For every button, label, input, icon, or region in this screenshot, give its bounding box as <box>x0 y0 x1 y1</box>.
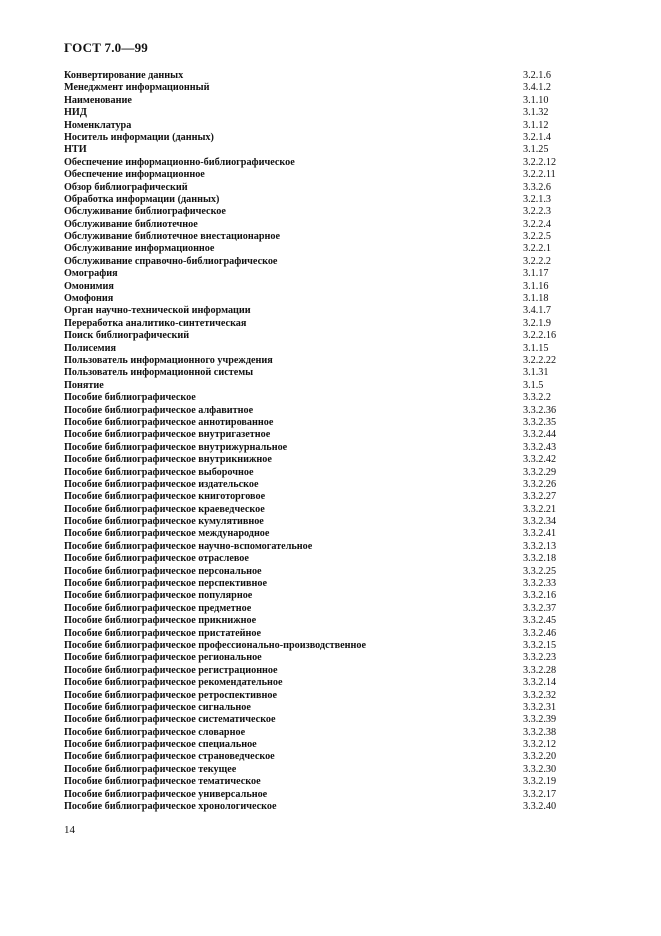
index-entry <box>64 392 564 404</box>
index-term: Полисемия <box>64 342 116 354</box>
index-term: Пособие библиографическое <box>64 392 196 404</box>
index-term: Пособие библиографическое внутрикнижное <box>64 454 272 466</box>
index-term: Обслуживание библиографическое <box>64 206 226 218</box>
index-section-ref: 3.2.2.3 <box>523 206 552 218</box>
index-entry <box>64 640 564 652</box>
index-section-ref: 3.3.2.36 <box>523 404 557 416</box>
index-section-ref: 3.3.2.2 <box>523 392 552 404</box>
index-entry <box>64 665 564 677</box>
index-section-ref: 3.2.2.4 <box>523 218 552 230</box>
index-section-ref: 3.1.5 <box>523 379 544 391</box>
index-section-ref: 3.2.1.3 <box>523 193 552 205</box>
index-term: Пособие библиографическое персональное <box>64 565 262 577</box>
index-term: Пособие библиографическое перспективное <box>64 578 267 590</box>
index-term: Пособие библиографическое отраслевое <box>64 553 249 565</box>
index-term: Переработка аналитико-синтетическая <box>64 317 247 329</box>
index-section-ref: 3.3.2.6 <box>523 181 552 193</box>
index-term: Обслуживание библиотечное <box>64 218 198 230</box>
index-entry <box>64 70 564 82</box>
index-entry <box>64 157 564 169</box>
index-entry <box>64 194 564 206</box>
index-term: Пользователь информационного учреждения <box>64 354 273 366</box>
index-term: Номенклатура <box>64 119 132 131</box>
index-section-ref: 3.2.1.6 <box>523 70 552 81</box>
index-term: Менеджмент информационный <box>64 82 210 94</box>
index-entry <box>64 305 564 317</box>
index-term: Омография <box>64 268 118 280</box>
index-term: Пособие библиографическое алфавитное <box>64 404 254 416</box>
index-term: Пособие библиографическое текущее <box>64 763 237 775</box>
index-entry <box>64 330 564 342</box>
index-section-ref: 3.3.2.23 <box>523 652 557 664</box>
index-entry <box>64 182 564 194</box>
index-section-ref: 3.2.1.4 <box>523 131 552 143</box>
index-entry <box>64 206 564 218</box>
index-term: Пособие библиографическое сигнальное <box>64 701 251 713</box>
index-entry <box>64 578 564 590</box>
index-entry <box>64 442 564 454</box>
index-section-ref: 3.2.2.12 <box>523 156 557 168</box>
index-entry <box>64 566 564 578</box>
index-entry <box>64 231 564 243</box>
index-entry <box>64 690 564 702</box>
index-term: Наименование <box>64 94 132 106</box>
index-entry <box>64 293 564 305</box>
index-section-ref: 3.3.2.18 <box>523 553 557 565</box>
index-entry <box>64 751 564 763</box>
index-section-ref: 3.3.2.15 <box>523 639 557 651</box>
index-term: Пособие библиографическое профессионально-производственное <box>64 639 366 651</box>
index-section-ref: 3.3.2.26 <box>523 478 557 490</box>
index-entry <box>64 144 564 156</box>
index-term: Пособие библиографическое кумулятивное <box>64 516 264 528</box>
index-section-ref: 3.3.2.40 <box>523 801 557 813</box>
index-section-ref: 3.3.2.14 <box>523 677 557 689</box>
index-section-ref: 3.2.2.1 <box>523 243 552 255</box>
index-section-ref: 3.3.2.29 <box>523 466 557 478</box>
index-entry <box>64 628 564 640</box>
index-entry <box>64 243 564 255</box>
index-entry <box>64 256 564 268</box>
index-entry <box>64 801 564 813</box>
index-entry <box>64 318 564 330</box>
index-term: Пособие библиографическое пристатейное <box>64 627 262 639</box>
index-term: Обработка информации (данных) <box>64 193 220 205</box>
index-section-ref: 3.3.2.32 <box>523 689 557 701</box>
index-entry <box>64 429 564 441</box>
index-term: Обслуживание справочно-библиографическое <box>64 255 278 267</box>
index-section-ref: 3.3.2.38 <box>523 726 557 738</box>
index-entry <box>64 479 564 491</box>
index-term: Пособие библиографическое выборочное <box>64 466 254 478</box>
index-section-ref: 3.3.2.17 <box>523 788 557 800</box>
index-entry <box>64 615 564 627</box>
index-section-ref: 3.3.2.33 <box>523 578 557 590</box>
index-term: Пособие библиографическое внутрижурнальное <box>64 441 288 453</box>
index-section-ref: 3.3.2.44 <box>523 429 557 441</box>
index-section-ref: 3.4.1.2 <box>523 82 552 94</box>
index-section-ref: 3.3.2.39 <box>523 714 557 726</box>
index-section-ref: 3.3.2.27 <box>523 491 557 503</box>
index-term: Омофония <box>64 293 114 305</box>
index-section-ref: 3.3.2.45 <box>523 615 557 627</box>
index-entry <box>64 590 564 602</box>
index-section-ref: 3.3.2.21 <box>523 503 557 515</box>
index-section-ref: 3.3.2.28 <box>523 664 557 676</box>
index-section-ref: 3.3.2.16 <box>523 590 557 602</box>
index-term: Пособие библиографическое хронологическое <box>64 801 277 813</box>
term-index-list <box>64 70 564 813</box>
index-entry <box>64 789 564 801</box>
index-term: Пособие библиографическое словарное <box>64 726 246 738</box>
index-term: Обзор библиографический <box>64 181 188 193</box>
index-term: НИД <box>64 107 87 119</box>
index-entry <box>64 281 564 293</box>
index-term: Пособие библиографическое тематическое <box>64 776 261 788</box>
index-section-ref: 3.3.2.30 <box>523 763 557 775</box>
index-section-ref: 3.3.2.43 <box>523 441 557 453</box>
index-term: Орган научно-технической информации <box>64 305 251 317</box>
index-section-ref: 3.2.2.22 <box>523 354 557 366</box>
index-term: Пособие библиографическое рекомендательное <box>64 677 283 689</box>
index-entry <box>64 541 564 553</box>
index-term: Пособие библиографическое универсальное <box>64 788 268 800</box>
index-term: Носитель информации (данных) <box>64 131 214 143</box>
index-section-ref: 3.1.15 <box>523 342 549 354</box>
index-section-ref: 3.3.2.13 <box>523 540 557 552</box>
index-section-ref: 3.1.32 <box>523 107 549 119</box>
index-term: Пособие библиографическое аннотированное <box>64 416 274 428</box>
index-entry <box>64 504 564 516</box>
index-entry <box>64 516 564 528</box>
index-term: Понятие <box>64 379 104 391</box>
index-term: Пособие библиографическое внутригазетное <box>64 429 271 441</box>
index-entry <box>64 120 564 132</box>
index-section-ref: 3.3.2.25 <box>523 565 557 577</box>
index-section-ref: 3.1.18 <box>523 293 549 305</box>
index-entry <box>64 219 564 231</box>
index-term: Поиск библиографический <box>64 330 190 342</box>
index-section-ref: 3.1.17 <box>523 268 549 280</box>
index-entry <box>64 169 564 181</box>
index-section-ref: 3.3.2.19 <box>523 776 557 788</box>
index-entry <box>64 677 564 689</box>
index-term: Обеспечение информационное <box>64 169 205 181</box>
index-entry <box>64 528 564 540</box>
index-term: Пользователь информационной системы <box>64 367 254 379</box>
index-term: Пособие библиографическое международное <box>64 528 270 540</box>
index-term: Омонимия <box>64 280 114 292</box>
index-section-ref: 3.1.12 <box>523 119 549 131</box>
index-section-ref: 3.3.2.34 <box>523 516 557 528</box>
index-section-ref: 3.3.2.37 <box>523 602 557 614</box>
index-term: Пособие библиографическое популярное <box>64 590 253 602</box>
page-number: 14 <box>64 824 75 836</box>
index-entry <box>64 132 564 144</box>
index-entry <box>64 714 564 726</box>
index-entry <box>64 727 564 739</box>
index-term: Конвертирование данных <box>64 70 184 81</box>
index-section-ref: 3.2.2.11 <box>523 169 556 181</box>
index-entry <box>64 95 564 107</box>
index-entry <box>64 739 564 751</box>
index-entry <box>64 107 564 119</box>
index-entry <box>64 764 564 776</box>
index-entry <box>64 343 564 355</box>
index-section-ref: 3.2.2.5 <box>523 231 552 243</box>
index-term: Пособие библиографическое регистрационное <box>64 664 278 676</box>
index-section-ref: 3.2.1.9 <box>523 317 552 329</box>
index-entry <box>64 82 564 94</box>
index-entry <box>64 467 564 479</box>
index-entry <box>64 367 564 379</box>
index-term: Пособие библиографическое книготорговое <box>64 491 266 503</box>
index-term: Обеспечение информационно-библиографическое <box>64 156 295 168</box>
index-section-ref: 3.3.2.41 <box>523 528 557 540</box>
index-section-ref: 3.3.2.31 <box>523 701 557 713</box>
index-entry <box>64 268 564 280</box>
index-entry <box>64 405 564 417</box>
index-term: Пособие библиографическое специальное <box>64 739 257 751</box>
index-term: Пособие библиографическое страноведческое <box>64 751 275 763</box>
index-section-ref: 3.3.2.46 <box>523 627 557 639</box>
index-section-ref: 3.1.10 <box>523 94 549 106</box>
index-term: Пособие библиографическое систематическое <box>64 714 276 726</box>
index-entry <box>64 553 564 565</box>
index-entry <box>64 776 564 788</box>
index-section-ref: 3.1.25 <box>523 144 549 156</box>
index-term: Пособие библиографическое прикнижное <box>64 615 257 627</box>
index-term: Пособие библиографическое краеведческое <box>64 503 265 515</box>
index-term: Пособие библиографическое предметное <box>64 602 252 614</box>
index-term: Обслуживание информационное <box>64 243 215 255</box>
index-term: Пособие библиографическое ретроспективное <box>64 689 277 701</box>
index-section-ref: 3.2.2.16 <box>523 330 557 342</box>
document-header: ГОСТ 7.0—99 <box>64 40 148 55</box>
index-entry <box>64 355 564 367</box>
index-section-ref: 3.1.16 <box>523 280 549 292</box>
index-section-ref: 3.3.2.20 <box>523 751 557 763</box>
index-entry <box>64 491 564 503</box>
index-section-ref: 3.4.1.7 <box>523 305 552 317</box>
index-entry <box>64 603 564 615</box>
index-term: Пособие библиографическое издательское <box>64 478 259 490</box>
index-section-ref: 3.3.2.35 <box>523 416 557 428</box>
index-entry <box>64 380 564 392</box>
index-entry <box>64 652 564 664</box>
index-section-ref: 3.3.2.12 <box>523 739 557 751</box>
index-entry <box>64 454 564 466</box>
index-entry <box>64 702 564 714</box>
index-section-ref: 3.1.31 <box>523 367 549 379</box>
index-term: Пособие библиографическое региональное <box>64 652 262 664</box>
index-term: Обслуживание библиотечное внестационарное <box>64 231 280 243</box>
index-entry <box>64 417 564 429</box>
index-section-ref: 3.3.2.42 <box>523 454 557 466</box>
index-term: НТИ <box>64 144 87 156</box>
index-section-ref: 3.2.2.2 <box>523 255 552 267</box>
index-term: Пособие библиографическое научно-вспомогательное <box>64 540 313 552</box>
